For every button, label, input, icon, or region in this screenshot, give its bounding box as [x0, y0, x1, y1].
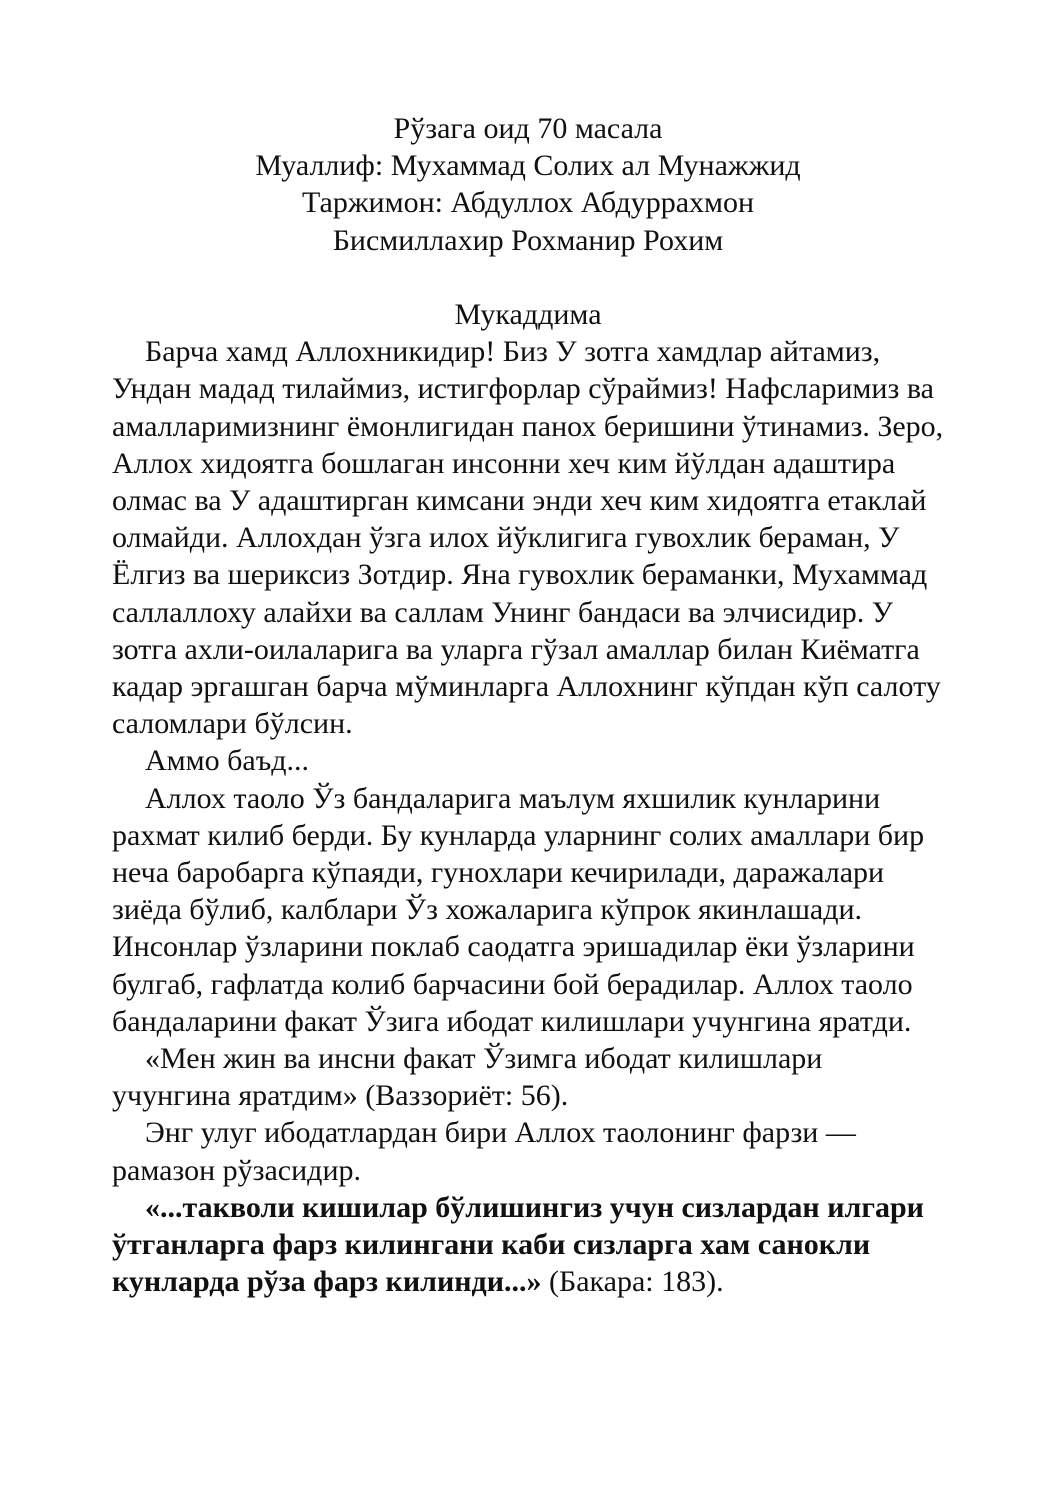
document-page — [112, 110, 944, 1300]
document-title: Рўзага оид 70 масала — [393, 112, 663, 145]
section-title: Мукаддима — [454, 298, 602, 331]
baqara-quote-text: «...такволи кишилар бўлишингиз учун сизлардан илгари ўтганларга фарз килингани каби сизларга хам санокли кунларда рўза фарз килинди...» — [112, 1190, 924, 1299]
paragraph-praise: Барча хамд Аллохникидир! Биз У зотга хамдлар айтамиз, Ундан мадад тилаймиз, истигфорлар сўраймиз! Нафсларимиз ва амалларимизнинг ёмонлигидан панох беришини ўтинамиз. Зеро, Аллох хидоятга бошлаган инсонни хеч ким йўлдан адаштира олмас ва У адаштирган кимсани энди хеч ким хидоятга етаклай олмайди. Аллохдан ўзга илох йўклигига гувохлик бераман, У Ёлгиз ва шериксиз Зотдир. Яна гувохлик бераманки, Мухаммад саллаллоху алайхи ва саллам Унинг бандаси ва элчисидир. У зотга ахли-оилаларига ва уларга гўзал амаллар билан Киёматга кадар эргашган барча мўминларга Аллохнинг кўпдан кўп салоту саломлари бўлсин. — [112, 335, 944, 741]
paragraph-days-of-goodness: Аллох таоло Ўз бандаларига маълум яхшилик кунларини рахмат килиб берди. Бу кунларда уларнинг солих амаллари бир неча баробарга кўпаяди, гунохлари кечирилади, даражалари зиёда бўлиб, калблари Ўз хожаларига кўпрок якинлашади. Инсонлар ўзларини поклаб саодатга эришадилар ёки ўзларини булгаб, гафлатда колиб барчасини бой берадилар. Аллох таоло бандаларини факат Ўзига ибодат килишлари учунгина яратди. — [112, 781, 925, 1038]
baqara-reference: (Бакара: 183). — [541, 1265, 724, 1299]
paragraph-ramadan-fasting: Энг улуг ибодатлардан бири Аллох таолонинг фарзи — рамазон рўзасидир. — [112, 1116, 856, 1187]
paragraph-quran-quote-baqara — [112, 1189, 944, 1301]
translator-line: Таржимон: Абдуллох Абдуррахмон — [301, 186, 755, 220]
basmala-line: Бисмиллахир Рохманир Рохим — [332, 223, 724, 257]
author-line: Муаллиф: Мухаммад Солих ал Мунажжид — [255, 149, 801, 183]
paragraph-quran-quote-zariyat: «Мен жин ва инсни факат Ўзимга ибодат килишлари учунгина яратдим» (Ваззориёт: 56). — [112, 1042, 823, 1113]
paragraph-amma-bad: Аммо баъд... — [145, 744, 309, 778]
